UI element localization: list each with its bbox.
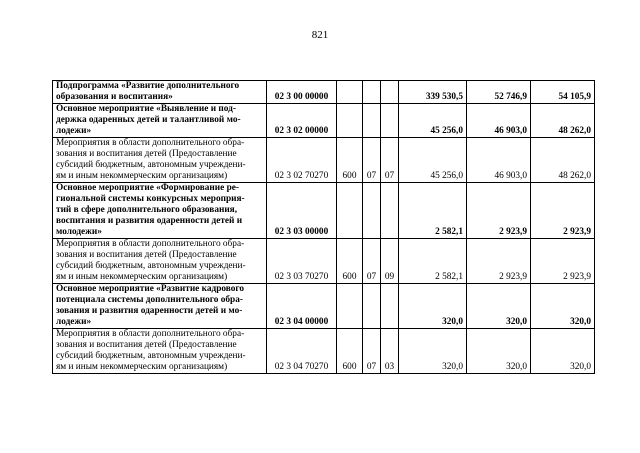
- amount-year2-cell: 2 923,9: [467, 239, 531, 284]
- section-cell: [363, 183, 381, 239]
- budget-table: [52, 80, 595, 374]
- item-name-line: воспитания и развития одаренности детей и: [56, 216, 243, 226]
- subsection-cell: [381, 81, 399, 104]
- target-article-cell: 02 3 04 00000: [267, 284, 337, 329]
- target-article-cell: 02 3 02 00000: [267, 104, 337, 138]
- amount-year2-cell: 320,0: [467, 329, 531, 374]
- item-name-cell: [53, 138, 267, 183]
- section-cell: 07: [363, 329, 381, 374]
- target-article-cell: 02 3 00 00000: [267, 81, 337, 104]
- expense-type-cell: 600: [337, 138, 363, 183]
- target-article-cell: 02 3 04 70270: [267, 329, 337, 374]
- item-name-line: Мероприятия в области дополнительного обра-: [56, 138, 245, 148]
- amount-year1-cell: 320,0: [399, 284, 467, 329]
- item-name-cell: [53, 239, 267, 284]
- section-cell: [363, 104, 381, 138]
- item-name-line: субсидий бюджетным, автономным учреждени-: [56, 261, 246, 271]
- item-name-line: держка одаренных детей и талантливой мо-: [56, 115, 241, 125]
- expense-type-cell: [337, 104, 363, 138]
- subsection-cell: 09: [381, 239, 399, 284]
- item-name-line: гиональной системы конкурсных мероприя-: [56, 194, 245, 204]
- subsection-cell: [381, 183, 399, 239]
- amount-year2-cell: 320,0: [467, 284, 531, 329]
- item-name-line: ям и иным некоммерческим организациям): [56, 362, 228, 372]
- item-name-line: Основное мероприятие «Формирование ре-: [56, 183, 239, 193]
- amount-year1-cell: 2 582,1: [399, 183, 467, 239]
- target-article-cell: 02 3 03 00000: [267, 183, 337, 239]
- amount-year3-cell: 2 923,9: [531, 183, 595, 239]
- target-article-cell: 02 3 03 70270: [267, 239, 337, 284]
- item-name-line: ям и иным некоммерческим организациям): [56, 272, 228, 282]
- amount-year1-cell: 339 530,5: [399, 81, 467, 104]
- item-name-line: субсидий бюджетным, автономным учреждени-: [56, 160, 246, 170]
- section-cell: 07: [363, 138, 381, 183]
- item-name-line: Мероприятия в области дополнительного обра-: [56, 239, 245, 249]
- item-name-line: зования и воспитания детей (Предоставление: [56, 250, 237, 260]
- expense-type-cell: 600: [337, 239, 363, 284]
- item-name-line: Основное мероприятие «Развитие кадрового: [56, 284, 245, 294]
- item-name-line: зования и развития одаренности детей и мо-: [56, 306, 243, 316]
- item-name-line: субсидий бюджетным, автономным учреждени-: [56, 351, 246, 361]
- amount-year2-cell: 2 923,9: [467, 183, 531, 239]
- amount-year3-cell: 48 262,0: [531, 104, 595, 138]
- table-row: [53, 81, 595, 104]
- amount-year3-cell: 54 105,9: [531, 81, 595, 104]
- item-name-line: Мероприятия в области дополнительного обра-: [56, 329, 245, 339]
- item-name-line: лодежи»: [56, 126, 92, 136]
- amount-year1-cell: 45 256,0: [399, 104, 467, 138]
- expense-type-cell: [337, 81, 363, 104]
- subsection-cell: [381, 104, 399, 138]
- item-name-line: зования и воспитания детей (Предоставление: [56, 340, 237, 350]
- table-row: [53, 284, 595, 329]
- item-name-line: Подпрограмма «Развитие дополнительного: [56, 81, 240, 91]
- item-name-cell: [53, 329, 267, 374]
- table-row: [53, 239, 595, 284]
- amount-year1-cell: 320,0: [399, 329, 467, 374]
- amount-year3-cell: 48 262,0: [531, 138, 595, 183]
- subsection-cell: [381, 284, 399, 329]
- item-name-line: ям и иным некоммерческим организациям): [56, 171, 228, 181]
- item-name-cell: [53, 104, 267, 138]
- page-number: 821: [311, 29, 329, 41]
- item-name-cell: [53, 284, 267, 329]
- amount-year1-cell: 45 256,0: [399, 138, 467, 183]
- amount-year2-cell: 52 746,9: [467, 81, 531, 104]
- amount-year2-cell: 46 903,0: [467, 104, 531, 138]
- subsection-cell: 07: [381, 138, 399, 183]
- expense-type-cell: [337, 284, 363, 329]
- item-name-line: потенциала системы дополнительного обра-: [56, 295, 243, 305]
- item-name-line: зования и воспитания детей (Предоставление: [56, 149, 237, 159]
- amount-year3-cell: 2 923,9: [531, 239, 595, 284]
- table-row: [53, 138, 595, 183]
- table-row: [53, 104, 595, 138]
- item-name-cell: [53, 81, 267, 104]
- expense-type-cell: [337, 183, 363, 239]
- item-name-line: тий в сфере дополнительного образования,: [56, 205, 238, 215]
- section-cell: 07: [363, 239, 381, 284]
- item-name-line: Основное мероприятие «Выявление и под-: [56, 104, 236, 114]
- subsection-cell: 03: [381, 329, 399, 374]
- item-name-line: образования и воспитания»: [56, 92, 173, 102]
- amount-year3-cell: 320,0: [531, 329, 595, 374]
- table-body: [53, 81, 595, 374]
- table-row: [53, 329, 595, 374]
- section-cell: [363, 284, 381, 329]
- amount-year2-cell: 46 903,0: [467, 138, 531, 183]
- item-name-line: лодежи»: [56, 317, 92, 327]
- amount-year3-cell: 320,0: [531, 284, 595, 329]
- amount-year1-cell: 2 582,1: [399, 239, 467, 284]
- section-cell: [363, 81, 381, 104]
- item-name-cell: [53, 183, 267, 239]
- target-article-cell: 02 3 02 70270: [267, 138, 337, 183]
- table-row: [53, 183, 595, 239]
- item-name-line: молодежи»: [56, 227, 102, 237]
- expense-type-cell: 600: [337, 329, 363, 374]
